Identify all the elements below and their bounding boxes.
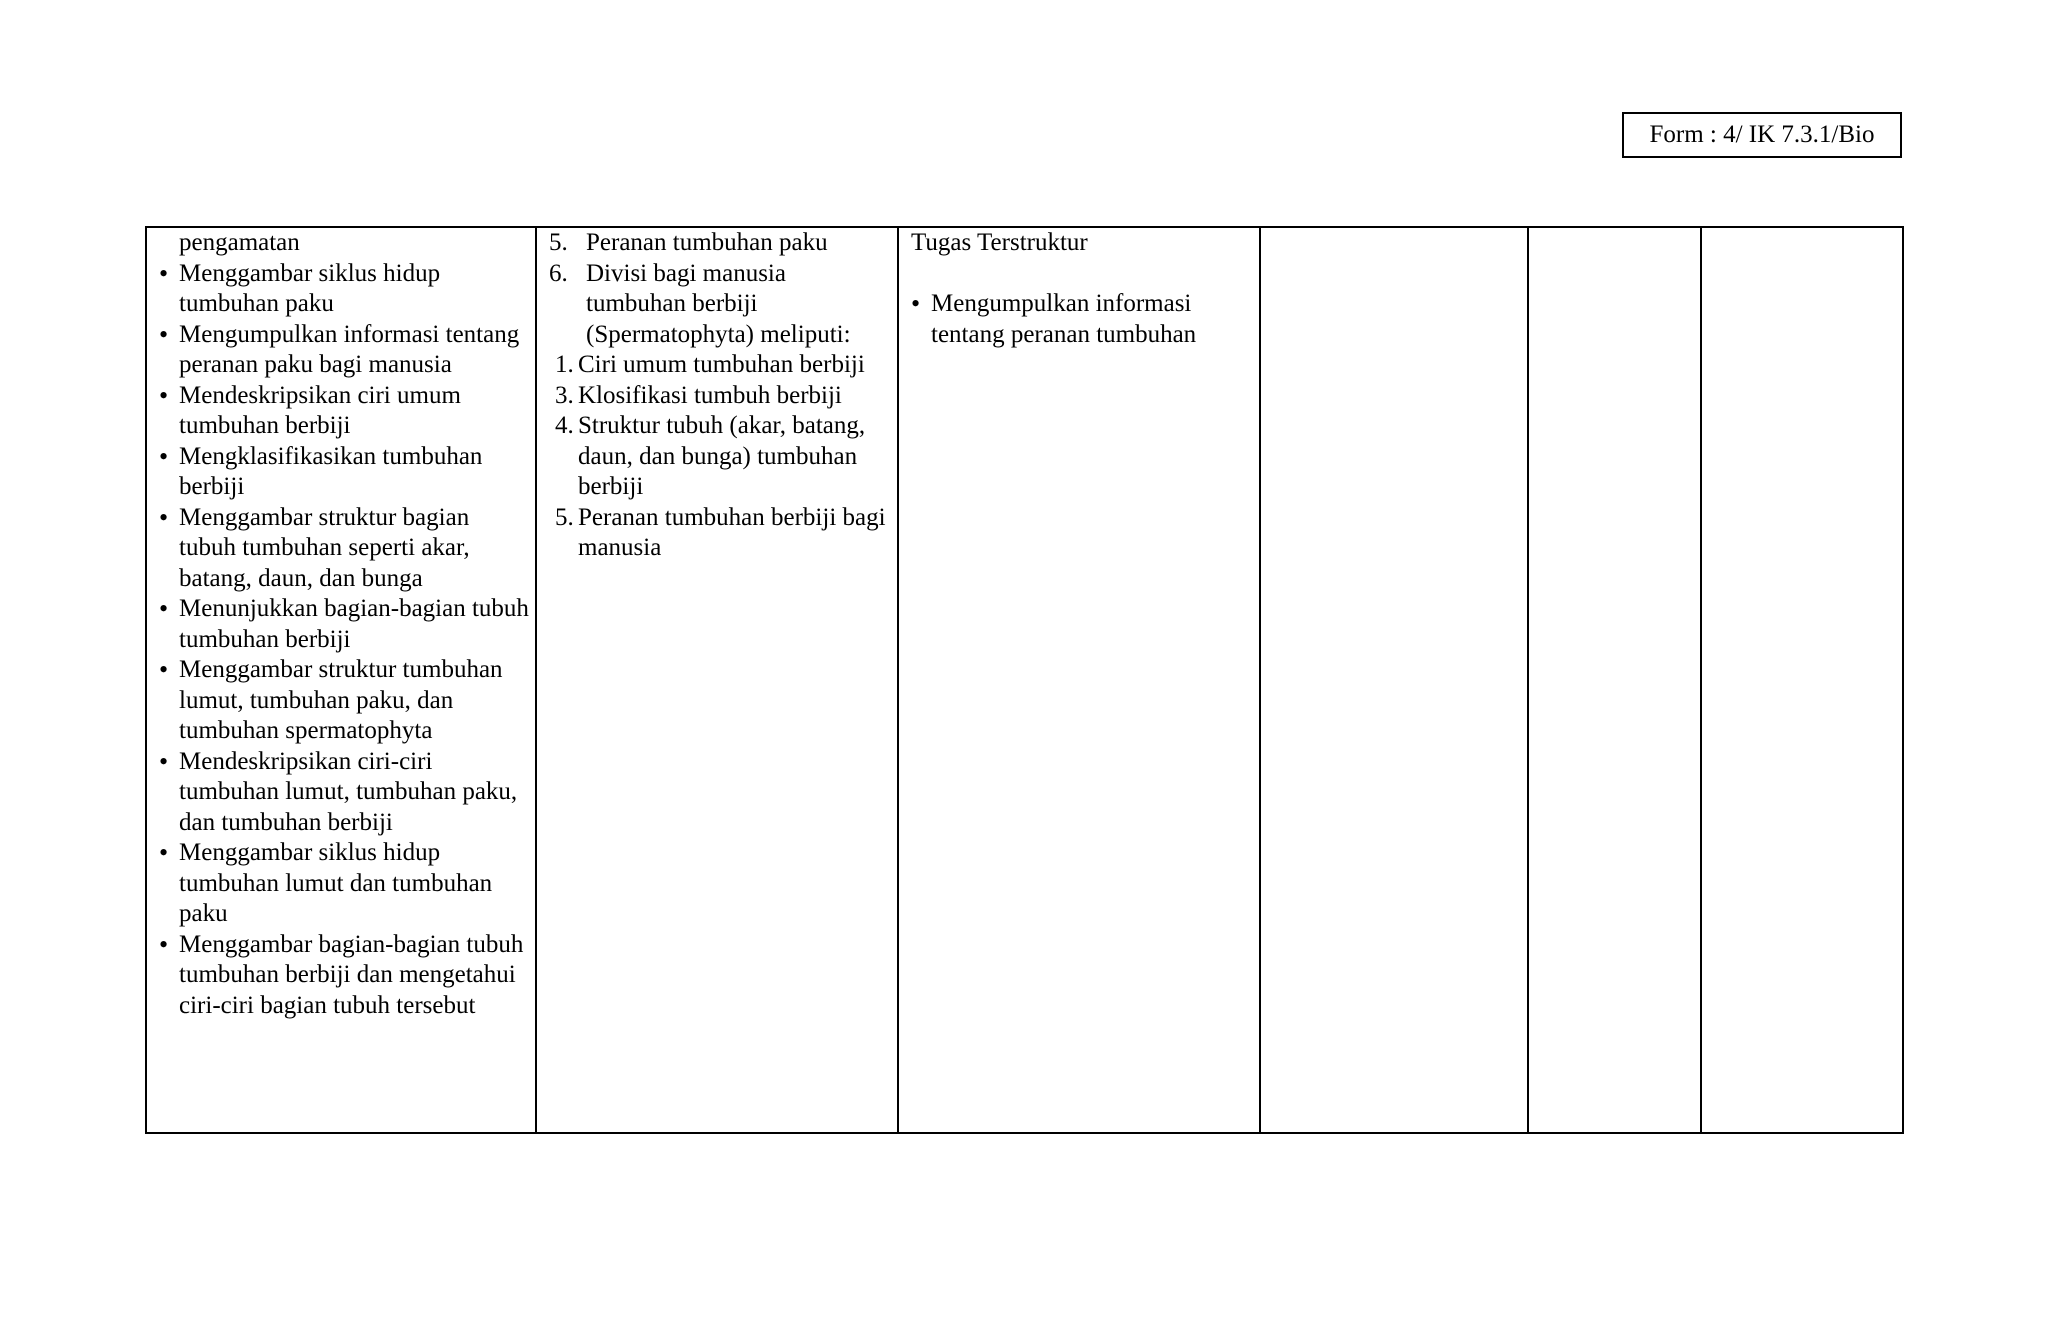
- list-item: [549, 228, 891, 259]
- subtopic-list: [549, 350, 891, 564]
- list-item: • Mendeskripsikan ciri umum tumbuhan berbiji: [159, 381, 529, 442]
- item-text: Struktur tubuh (akar, batang, daun, dan bunga) tumbuhan berbiji: [578, 412, 866, 500]
- form-code-box: [1622, 112, 1902, 158]
- list-item: [549, 350, 891, 381]
- list-item: • Menggambar struktur bagian tubuh tumbuhan seperti akar, batang, daun, dan bunga: [159, 503, 529, 595]
- item-number: 4.: [555, 412, 574, 439]
- list-item: [549, 503, 891, 564]
- list-item: • Mengumpulkan informasi tentang peranan tumbuhan: [911, 289, 1253, 350]
- list-item: • Mengklasifikasikan tumbuhan berbiji: [159, 442, 529, 503]
- list-item: • Menggambar struktur tumbuhan lumut, tumbuhan paku, dan tumbuhan spermatophyta: [159, 655, 529, 747]
- list-item: [549, 411, 891, 503]
- task-list: [911, 289, 1253, 350]
- material-cell: [536, 227, 898, 1133]
- activity-cell: [898, 227, 1260, 1133]
- syllabus-table: [145, 226, 1904, 1134]
- indicator-list: [159, 259, 529, 1022]
- list-item: [549, 259, 891, 351]
- item-text: Divisi bagi manusia tumbuhan berbiji (Spermatophyta) meliputi:: [586, 259, 851, 348]
- continued-text: pengamatan: [179, 229, 300, 256]
- list-item: • Menggambar siklus hidup tumbuhan paku: [159, 259, 529, 320]
- list-item: • Mendeskripsikan ciri-ciri tumbuhan lumut, tumbuhan paku, dan tumbuhan berbiji: [159, 747, 529, 839]
- item-text: Klosifikasi tumbuh berbiji: [578, 381, 842, 409]
- list-item: • Menunjukkan bagian-bagian tubuh tumbuhan berbiji: [159, 594, 529, 655]
- list-item: [549, 381, 891, 412]
- item-text: Peranan tumbuhan berbiji bagi manusia: [578, 503, 886, 561]
- item-number: 1.: [555, 351, 574, 378]
- item-text: Peranan tumbuhan paku: [586, 229, 828, 256]
- list-item: • Mengumpulkan informasi tentang peranan paku bagi manusia: [159, 320, 529, 381]
- item-number: 3.: [555, 381, 574, 409]
- empty-cell: [1701, 227, 1903, 1133]
- topic-list: [549, 228, 891, 350]
- task-title: Tugas Terstruktur: [911, 229, 1088, 256]
- empty-cell: [1528, 227, 1701, 1133]
- list-item: • Menggambar siklus hidup tumbuhan lumut dan tumbuhan paku: [159, 838, 529, 930]
- form-code-label: Form : 4/ IK 7.3.1/Bio: [1649, 121, 1875, 148]
- empty-cell: [1260, 227, 1528, 1133]
- item-text: Ciri umum tumbuhan berbiji: [578, 351, 865, 378]
- table-row: [146, 227, 1903, 1133]
- item-number: 6.: [549, 259, 568, 287]
- list-item: • Menggambar bagian-bagian tubuh tumbuhan berbiji dan mengetahui ciri-ciri bagian tubuh tersebut: [159, 930, 529, 1022]
- indicator-cell: [146, 227, 536, 1133]
- item-number: 5.: [555, 503, 574, 531]
- item-number: 5.: [549, 229, 568, 256]
